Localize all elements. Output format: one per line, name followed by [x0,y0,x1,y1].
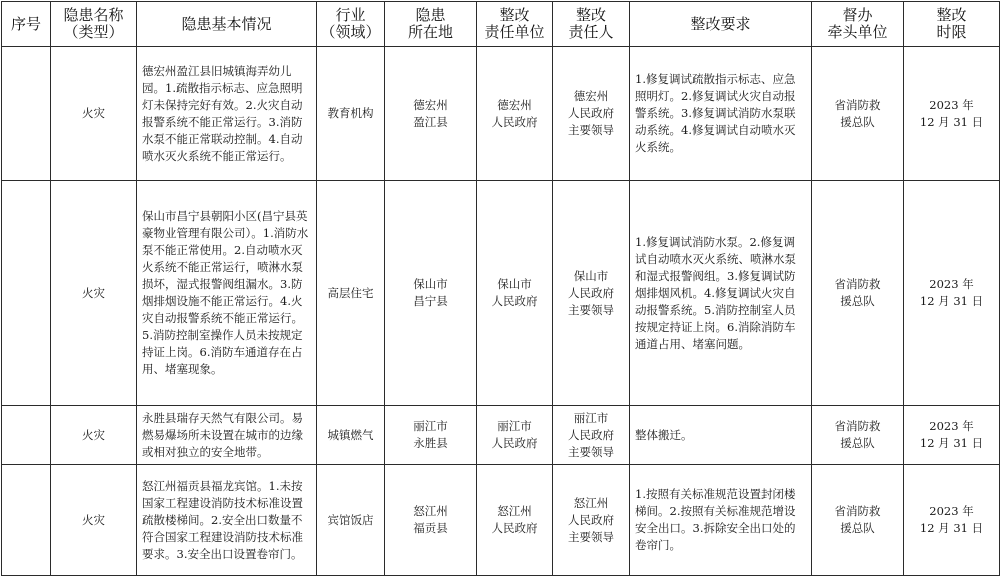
cell-description: 怒江州福贡县福龙宾馆。1.未按国家工程建设消防技术标准设置疏散楼梯间。2.安全出口数量不符合国家工程建设消防技术标准要求。3.安全出口设置卷帘门。 [137,465,317,576]
cell-seq [2,465,51,576]
cell-responsible-person: 德宏州 人民政府 主要领导 [553,47,630,181]
cell-type: 火灾 [51,181,137,406]
cell-requirement: 1.修复调试疏散指示标志、应急照明灯。2.修复调试火灾自动报警系统。3.修复调试消防水泵联动系统。4.修复调试自动喷水灭火系统。 [630,47,812,181]
header-deadline: 整改 时限 [904,2,1000,47]
cell-industry: 教育机构 [317,47,385,181]
cell-responsible-unit: 丽江市 人民政府 [477,406,553,465]
header-description: 隐患基本情况 [137,2,317,47]
cell-deadline: 2023 年 12 月 31 日 [904,465,1000,576]
cell-location: 怒江州 福贡县 [385,465,477,576]
cell-responsible-unit: 保山市 人民政府 [477,181,553,406]
cell-deadline: 2023 年 12 月 31 日 [904,406,1000,465]
cell-responsible-person: 保山市 人民政府 主要领导 [553,181,630,406]
cell-seq [2,181,51,406]
cell-industry: 宾馆饭店 [317,465,385,576]
table-row [2,47,1000,181]
cell-type: 火灾 [51,406,137,465]
cell-location: 丽江市 永胜县 [385,406,477,465]
header-responsible-person: 整改 责任人 [553,2,630,47]
cell-supervisor: 省消防救 援总队 [812,181,904,406]
table-row [2,406,1000,465]
header-industry: 行业 （领域） [317,2,385,47]
cell-description: 永胜县瑞存天然气有限公司。易燃易爆场所未设置在城市的边缘或相对独立的安全地带。 [137,406,317,465]
cell-responsible-unit: 怒江州 人民政府 [477,465,553,576]
cell-location: 保山市 昌宁县 [385,181,477,406]
cell-supervisor: 省消防救 援总队 [812,47,904,181]
cell-requirement: 整体搬迁。 [630,406,812,465]
header-seq: 序号 [2,2,51,47]
hazard-table [1,1,1000,576]
cell-description: 德宏州盈江县旧城镇海弄幼儿园。1.疏散指示标志、应急照明灯未保持完好有效。2.火灾自动报警系统不能正常运行。3.消防水泵不能正常联动控制。4.自动喷水灭火系统不能正常运行。 [137,47,317,181]
cell-supervisor: 省消防救 援总队 [812,465,904,576]
header-type: 隐患名称 （类型） [51,2,137,47]
cell-responsible-person: 丽江市 人民政府 主要领导 [553,406,630,465]
cell-responsible-person: 怒江州 人民政府 主要领导 [553,465,630,576]
cell-supervisor: 省消防救 援总队 [812,406,904,465]
cell-deadline: 2023 年 12 月 31 日 [904,181,1000,406]
cell-seq [2,47,51,181]
cell-industry: 高层住宅 [317,181,385,406]
header-location: 隐患 所在地 [385,2,477,47]
cell-requirement: 1.按照有关标准规范设置封闭楼梯间。2.按照有关标准规范增设安全出口。3.拆除安全出口处的卷帘门。 [630,465,812,576]
cell-industry: 城镇燃气 [317,406,385,465]
table-row [2,465,1000,576]
cell-type: 火灾 [51,465,137,576]
table-row [2,181,1000,406]
header-requirement: 整改要求 [630,2,812,47]
cell-location: 德宏州 盈江县 [385,47,477,181]
header-responsible-unit: 整改 责任单位 [477,2,553,47]
cell-type: 火灾 [51,47,137,181]
table-header-row [2,2,1000,47]
cell-deadline: 2023 年 12 月 31 日 [904,47,1000,181]
cell-description: 保山市昌宁县朝阳小区(昌宁县英豪物业管理有限公司）。1.消防水泵不能正常使用。2.自动喷水灭火系统不能正常运行，喷淋水泵损坏，湿式报警阀组漏水。3.防烟排烟设施不能正常运行。4.火灾自动报警系统不能正常运行。5.消防控制室操作人员未按规定持证上岗。6.消防车通道存在占用、堵塞现象。 [137,181,317,406]
cell-requirement: 1.修复调试消防水泵。2.修复调试自动喷水灭火系统、喷淋水泵和湿式报警阀组。3.修复调试防烟排烟风机。4.修复调试火灾自动报警系统。5.消防控制室人员按规定持证上岗。6.消除消防车通道占用、堵塞问题。 [630,181,812,406]
cell-seq [2,406,51,465]
header-supervisor: 督办 牵头单位 [812,2,904,47]
cell-responsible-unit: 德宏州 人民政府 [477,47,553,181]
